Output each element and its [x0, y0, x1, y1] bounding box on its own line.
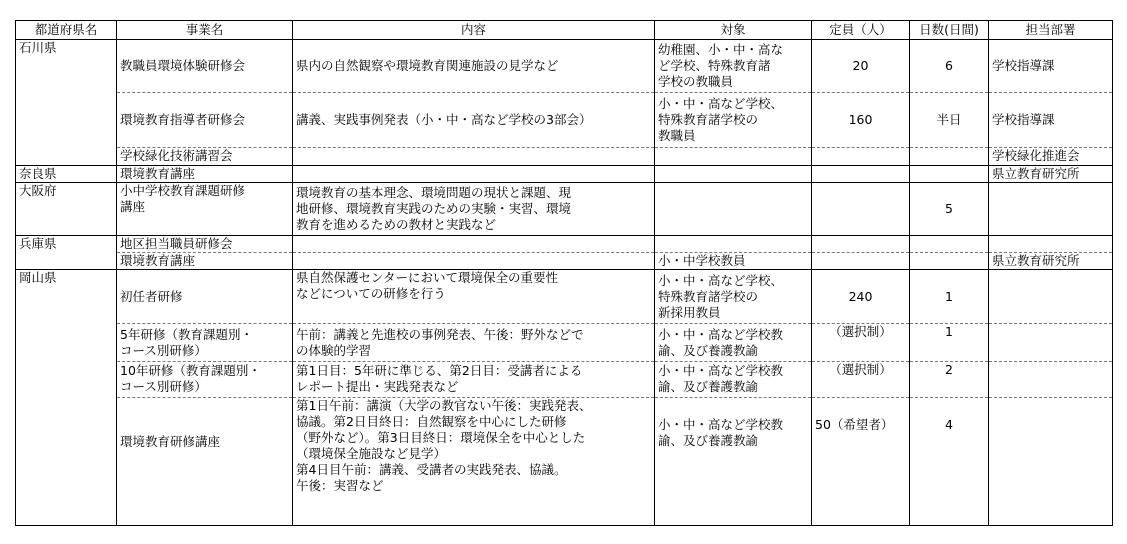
department-cell	[989, 324, 1113, 362]
content-cell: 県内の自然観察や環境教育関連施設の見学など	[293, 40, 655, 93]
days-cell: 2	[910, 361, 989, 397]
project-cell: 環境教育研修講座	[117, 397, 293, 525]
days-cell	[910, 165, 989, 182]
project-cell: 学校緑化技術講習会	[117, 148, 293, 165]
project-cell: 小中学校教育課題研修 講座	[117, 182, 293, 235]
capacity-cell: 50（希望者）	[812, 397, 910, 525]
days-cell: 4	[910, 397, 989, 525]
prefecture-cell: 兵庫県	[16, 235, 117, 270]
content-cell	[293, 165, 655, 182]
content-cell: 環境教育の基本理念、環境問題の現状と課題、現 地研修、環境教育実践のための実験・実習、環境 教育を進めるための教材と実践など	[293, 182, 655, 235]
capacity-cell: （選択制）	[812, 361, 910, 397]
days-cell	[910, 235, 989, 252]
header-capacity: 定員（人）	[812, 21, 910, 40]
days-cell	[910, 253, 989, 270]
department-cell: 学校指導課	[989, 93, 1113, 148]
target-cell	[655, 148, 812, 165]
capacity-cell: 240	[812, 270, 910, 324]
department-cell	[989, 397, 1113, 525]
project-cell: 環境教育指導者研修会	[117, 93, 293, 148]
table-row	[16, 93, 1113, 148]
project-cell: 環境教育講座	[117, 253, 293, 270]
department-cell: 学校指導課	[989, 40, 1113, 93]
table-row	[16, 324, 1113, 362]
project-cell: 10年研修（教育課題別・ コース別研修）	[117, 361, 293, 397]
department-cell	[989, 182, 1113, 235]
header-project: 事業名	[117, 21, 293, 40]
table-row	[16, 361, 1113, 397]
content-cell: 講義、実践事例発表（小・中・高など学校の3部会）	[293, 93, 655, 148]
header-prefecture: 都道府県名	[16, 21, 117, 40]
capacity-cell	[812, 235, 910, 252]
target-cell: 幼稚園、小・中・高な ど学校、特殊教育諸 学校の教職員	[655, 40, 812, 93]
prefecture-cell: 岡山県	[16, 270, 117, 526]
training-table	[15, 20, 1113, 526]
header-department: 担当部署	[989, 21, 1113, 40]
prefecture-cell: 大阪府	[16, 182, 117, 235]
days-cell: 半日	[910, 93, 989, 148]
department-cell: 県立教育研究所	[989, 253, 1113, 270]
target-cell: 小・中・高など学校教 諭、及び養護教諭	[655, 324, 812, 362]
department-cell	[989, 235, 1113, 252]
content-cell: 午前：講義と先進校の事例発表、午後：野外などで の体験的学習	[293, 324, 655, 362]
project-cell: 初任者研修	[117, 270, 293, 324]
days-cell: 5	[910, 182, 989, 235]
days-cell: 1	[910, 324, 989, 362]
days-cell: 1	[910, 270, 989, 324]
prefecture-cell: 石川県	[16, 40, 117, 165]
target-cell	[655, 182, 812, 235]
days-cell	[910, 148, 989, 165]
table-row	[16, 165, 1113, 182]
table-row	[16, 253, 1113, 270]
capacity-cell: 20	[812, 40, 910, 93]
department-cell: 学校緑化推進会	[989, 148, 1113, 165]
target-cell: 小・中・高など学校、 特殊教育諸学校の 新採用教員	[655, 270, 812, 324]
target-cell	[655, 165, 812, 182]
content-cell	[293, 253, 655, 270]
content-cell: 第1日午前：講演（大学の教官ない午後：実践発表、 協議。第2日目終日：自然観察を中心にした研修 （野外など）。第3日目終日：環境保全を中心とした （環境保全施設など見学） 第4日目午前：講義、受講者の実践発表、協議。 午後：実習など	[293, 397, 655, 525]
capacity-cell	[812, 165, 910, 182]
table-row	[16, 270, 1113, 324]
content-cell	[293, 148, 655, 165]
prefecture-cell: 奈良県	[16, 165, 117, 182]
project-cell: 教職員環境体験研修会	[117, 40, 293, 93]
table-row	[16, 397, 1113, 525]
capacity-cell	[812, 253, 910, 270]
capacity-cell: 160	[812, 93, 910, 148]
department-cell	[989, 270, 1113, 324]
capacity-cell	[812, 148, 910, 165]
project-cell: 地区担当職員研修会	[117, 235, 293, 252]
content-cell: 県自然保護センターにおいて環境保全の重要性 などについての研修を行う	[293, 270, 655, 324]
target-cell	[655, 235, 812, 252]
content-cell: 第1日目：5年研に準じる、第2日目：受講者による レポート提出・実践発表など	[293, 361, 655, 397]
content-cell	[293, 235, 655, 252]
capacity-cell	[812, 182, 910, 235]
days-cell: 6	[910, 40, 989, 93]
target-cell: 小・中・高など学校、 特殊教育諸学校の 教職員	[655, 93, 812, 148]
table-row	[16, 235, 1113, 252]
table-row	[16, 148, 1113, 165]
target-cell: 小・中・高など学校教 諭、及び養護教諭	[655, 361, 812, 397]
header-row	[16, 21, 1113, 40]
capacity-cell: （選択制）	[812, 324, 910, 362]
department-cell	[989, 361, 1113, 397]
table-row	[16, 40, 1113, 93]
target-cell: 小・中学校教員	[655, 253, 812, 270]
project-cell: 環境教育講座	[117, 165, 293, 182]
department-cell: 県立教育研究所	[989, 165, 1113, 182]
header-days: 日数(日間)	[910, 21, 989, 40]
header-content: 内容	[293, 21, 655, 40]
table-row	[16, 182, 1113, 235]
target-cell: 小・中・高など学校教 諭、及び養護教諭	[655, 397, 812, 525]
header-target: 対象	[655, 21, 812, 40]
project-cell: 5年研修（教育課題別・ コース別研修）	[117, 324, 293, 362]
